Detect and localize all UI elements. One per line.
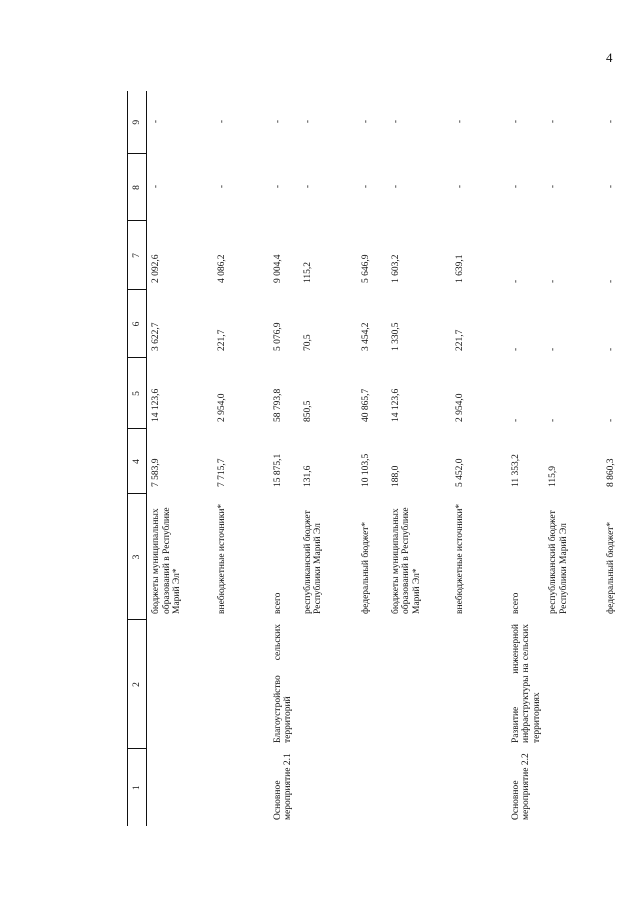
table-cell-c5: 2 954,0: [216, 393, 227, 422]
table-cell-c1: [147, 749, 213, 826]
table-cell-c4: 5 452,0: [454, 458, 465, 487]
table-cell-c5: -: [606, 418, 617, 422]
table-cell-c3: республиканский бюджет Республики Марий Эл: [302, 510, 324, 614]
table-cell-c9: -: [302, 119, 313, 124]
header-row: [128, 91, 147, 826]
table-cell-c9: -: [454, 119, 465, 124]
table-cell-c5: 2 954,0: [454, 393, 465, 422]
table-row: [147, 91, 213, 826]
table-row: [544, 91, 602, 826]
table-cell-c8: -: [272, 184, 283, 189]
table-cell-c8: -: [548, 184, 559, 189]
table-cell-c5: 58 793,8: [272, 388, 283, 422]
table-cell-c3: федеральный бюджет*: [360, 521, 371, 614]
table-cell-c2: [357, 620, 387, 749]
table-cell-c2: Развитие инженерной инфраструктуры на сельских территориях: [510, 624, 542, 743]
table-row: [507, 91, 545, 826]
table-cell-c6: 3 454,2: [360, 322, 371, 351]
header-cell: 3: [128, 494, 147, 620]
table-cell-c5: 40 865,7: [360, 388, 371, 422]
header-cell: 5: [128, 358, 147, 429]
table-cell-c6: 3 622,7: [151, 322, 161, 351]
table-row: [299, 91, 357, 826]
table-cell-c6: 221,7: [454, 329, 465, 351]
table-cell-c4: 7 583,9: [151, 458, 161, 487]
table-cell-c8: -: [606, 184, 617, 189]
table-cell-c7: 9 004,4: [272, 254, 283, 283]
table-cell-c7: 1 603,2: [390, 254, 401, 283]
header-cell: 1: [128, 749, 147, 826]
table-cell-c4: 15 875,1: [272, 453, 283, 487]
table-cell-c2: [387, 620, 451, 749]
table-cell-c8: -: [390, 184, 401, 189]
table-row: [602, 91, 640, 826]
table-cell-c3: бюджеты муниципальных образований в Республике Марий Эл*: [390, 507, 422, 614]
header-cell: 9: [128, 91, 147, 154]
table-cell-c1: [451, 749, 507, 826]
table-cell-c9: -: [510, 119, 521, 124]
table-cell-c1: [387, 749, 451, 826]
table-cell-c9: -: [360, 119, 371, 124]
table-cell-c5: 14 123,6: [390, 388, 401, 422]
table-cell-c7: 1 639,1: [454, 254, 465, 283]
table-cell-c6: 1 330,5: [390, 322, 401, 351]
table-cell-c3: внебюджетные источники*: [216, 503, 227, 614]
table-cell-c7: 4 086,2: [216, 254, 227, 283]
table-cell-c4: 131,6: [302, 465, 313, 487]
table-cell-c7: 115,2: [302, 261, 313, 283]
table-cell-c6: -: [548, 347, 559, 351]
table-cell-c2: [147, 620, 213, 749]
table-cell-c7: 5 646,9: [360, 254, 371, 283]
table-cell-c5: -: [510, 418, 521, 422]
header-cell: 2: [128, 620, 147, 749]
table-cell-c1: Основное мероприятие 2.2: [510, 753, 532, 820]
table-cell-c6: -: [510, 347, 521, 351]
header-cell: 4: [128, 429, 147, 494]
table-cell-c1: [544, 749, 602, 826]
table-cell-c4: 11 353,2: [510, 454, 521, 487]
table-cell-c5: -: [548, 418, 559, 422]
table-cell-c5: 850,5: [302, 400, 313, 422]
header-cell: 6: [128, 290, 147, 358]
table-cell-c4: 8 860,3: [606, 458, 617, 487]
table-cell-c8: -: [510, 184, 521, 189]
table-cell-c3: бюджеты муниципальных образований в Республике Марий Эл*: [151, 507, 183, 614]
table-cell-c4: 115,9: [548, 465, 559, 487]
table-cell-c6: -: [606, 347, 617, 351]
table-cell-c3: республиканский бюджет Республики Марий Эл: [548, 510, 569, 614]
table-cell-c9: -: [272, 119, 283, 124]
table-cell-c9: -: [216, 119, 227, 124]
table-cell-c2: [451, 620, 507, 749]
table-cell-c2: [544, 620, 602, 749]
table-cell-c4: 188,0: [390, 465, 401, 487]
table-cell-c6: 70,5: [302, 334, 313, 351]
table-cell-c3: федеральный бюджет*: [606, 521, 617, 614]
table-cell-c4: 7 715,7: [216, 458, 227, 487]
table-cell-c5: 14 123,6: [151, 388, 161, 422]
table-cell-c6: 5 076,9: [272, 322, 283, 351]
table-cell-c8: -: [454, 184, 465, 189]
table-cell-c1: [357, 749, 387, 826]
table-cell-c2: Благоустройство сельских территорий: [272, 624, 294, 743]
table-cell-c1: Основное мероприятие 2.1: [272, 753, 294, 820]
table-cell-c8: -: [151, 184, 161, 189]
table-cell-c8: -: [360, 184, 371, 189]
table-row: [213, 91, 269, 826]
table-cell-c2: [299, 620, 357, 749]
table-cell-c2: [602, 620, 640, 749]
table-cell-c6: 221,7: [216, 329, 227, 351]
table-cell-c8: -: [216, 184, 227, 189]
page-number: 4: [606, 50, 613, 65]
rotated-table-container: [127, 91, 621, 826]
header-cell: 7: [128, 221, 147, 290]
table-body: [147, 91, 640, 826]
table-cell-c7: 2 092,6: [151, 254, 161, 283]
table-cell-c1: [602, 749, 640, 826]
table-cell-c1: [299, 749, 357, 826]
table-cell-c7: -: [606, 279, 617, 283]
table-cell-c9: -: [390, 119, 401, 124]
table-cell-c9: -: [548, 119, 559, 124]
table-row: [269, 91, 299, 826]
table-row: [357, 91, 387, 826]
table-cell-c7: -: [548, 279, 559, 283]
table-cell-c1: [213, 749, 269, 826]
header-cell: 8: [128, 154, 147, 221]
table-cell-c3: всего: [272, 592, 283, 614]
table-cell-c4: 10 103,5: [360, 453, 371, 487]
table-cell-c2: [213, 620, 269, 749]
table-cell-c3: всего: [510, 592, 521, 614]
table-row: [387, 91, 451, 826]
budget-table: [127, 91, 640, 826]
table-row: [451, 91, 507, 826]
table-cell-c8: -: [302, 184, 313, 189]
table-cell-c3: внебюджетные источники*: [454, 503, 465, 614]
table-cell-c9: -: [606, 119, 617, 124]
table-cell-c7: -: [510, 279, 521, 283]
table-cell-c9: -: [151, 119, 161, 124]
